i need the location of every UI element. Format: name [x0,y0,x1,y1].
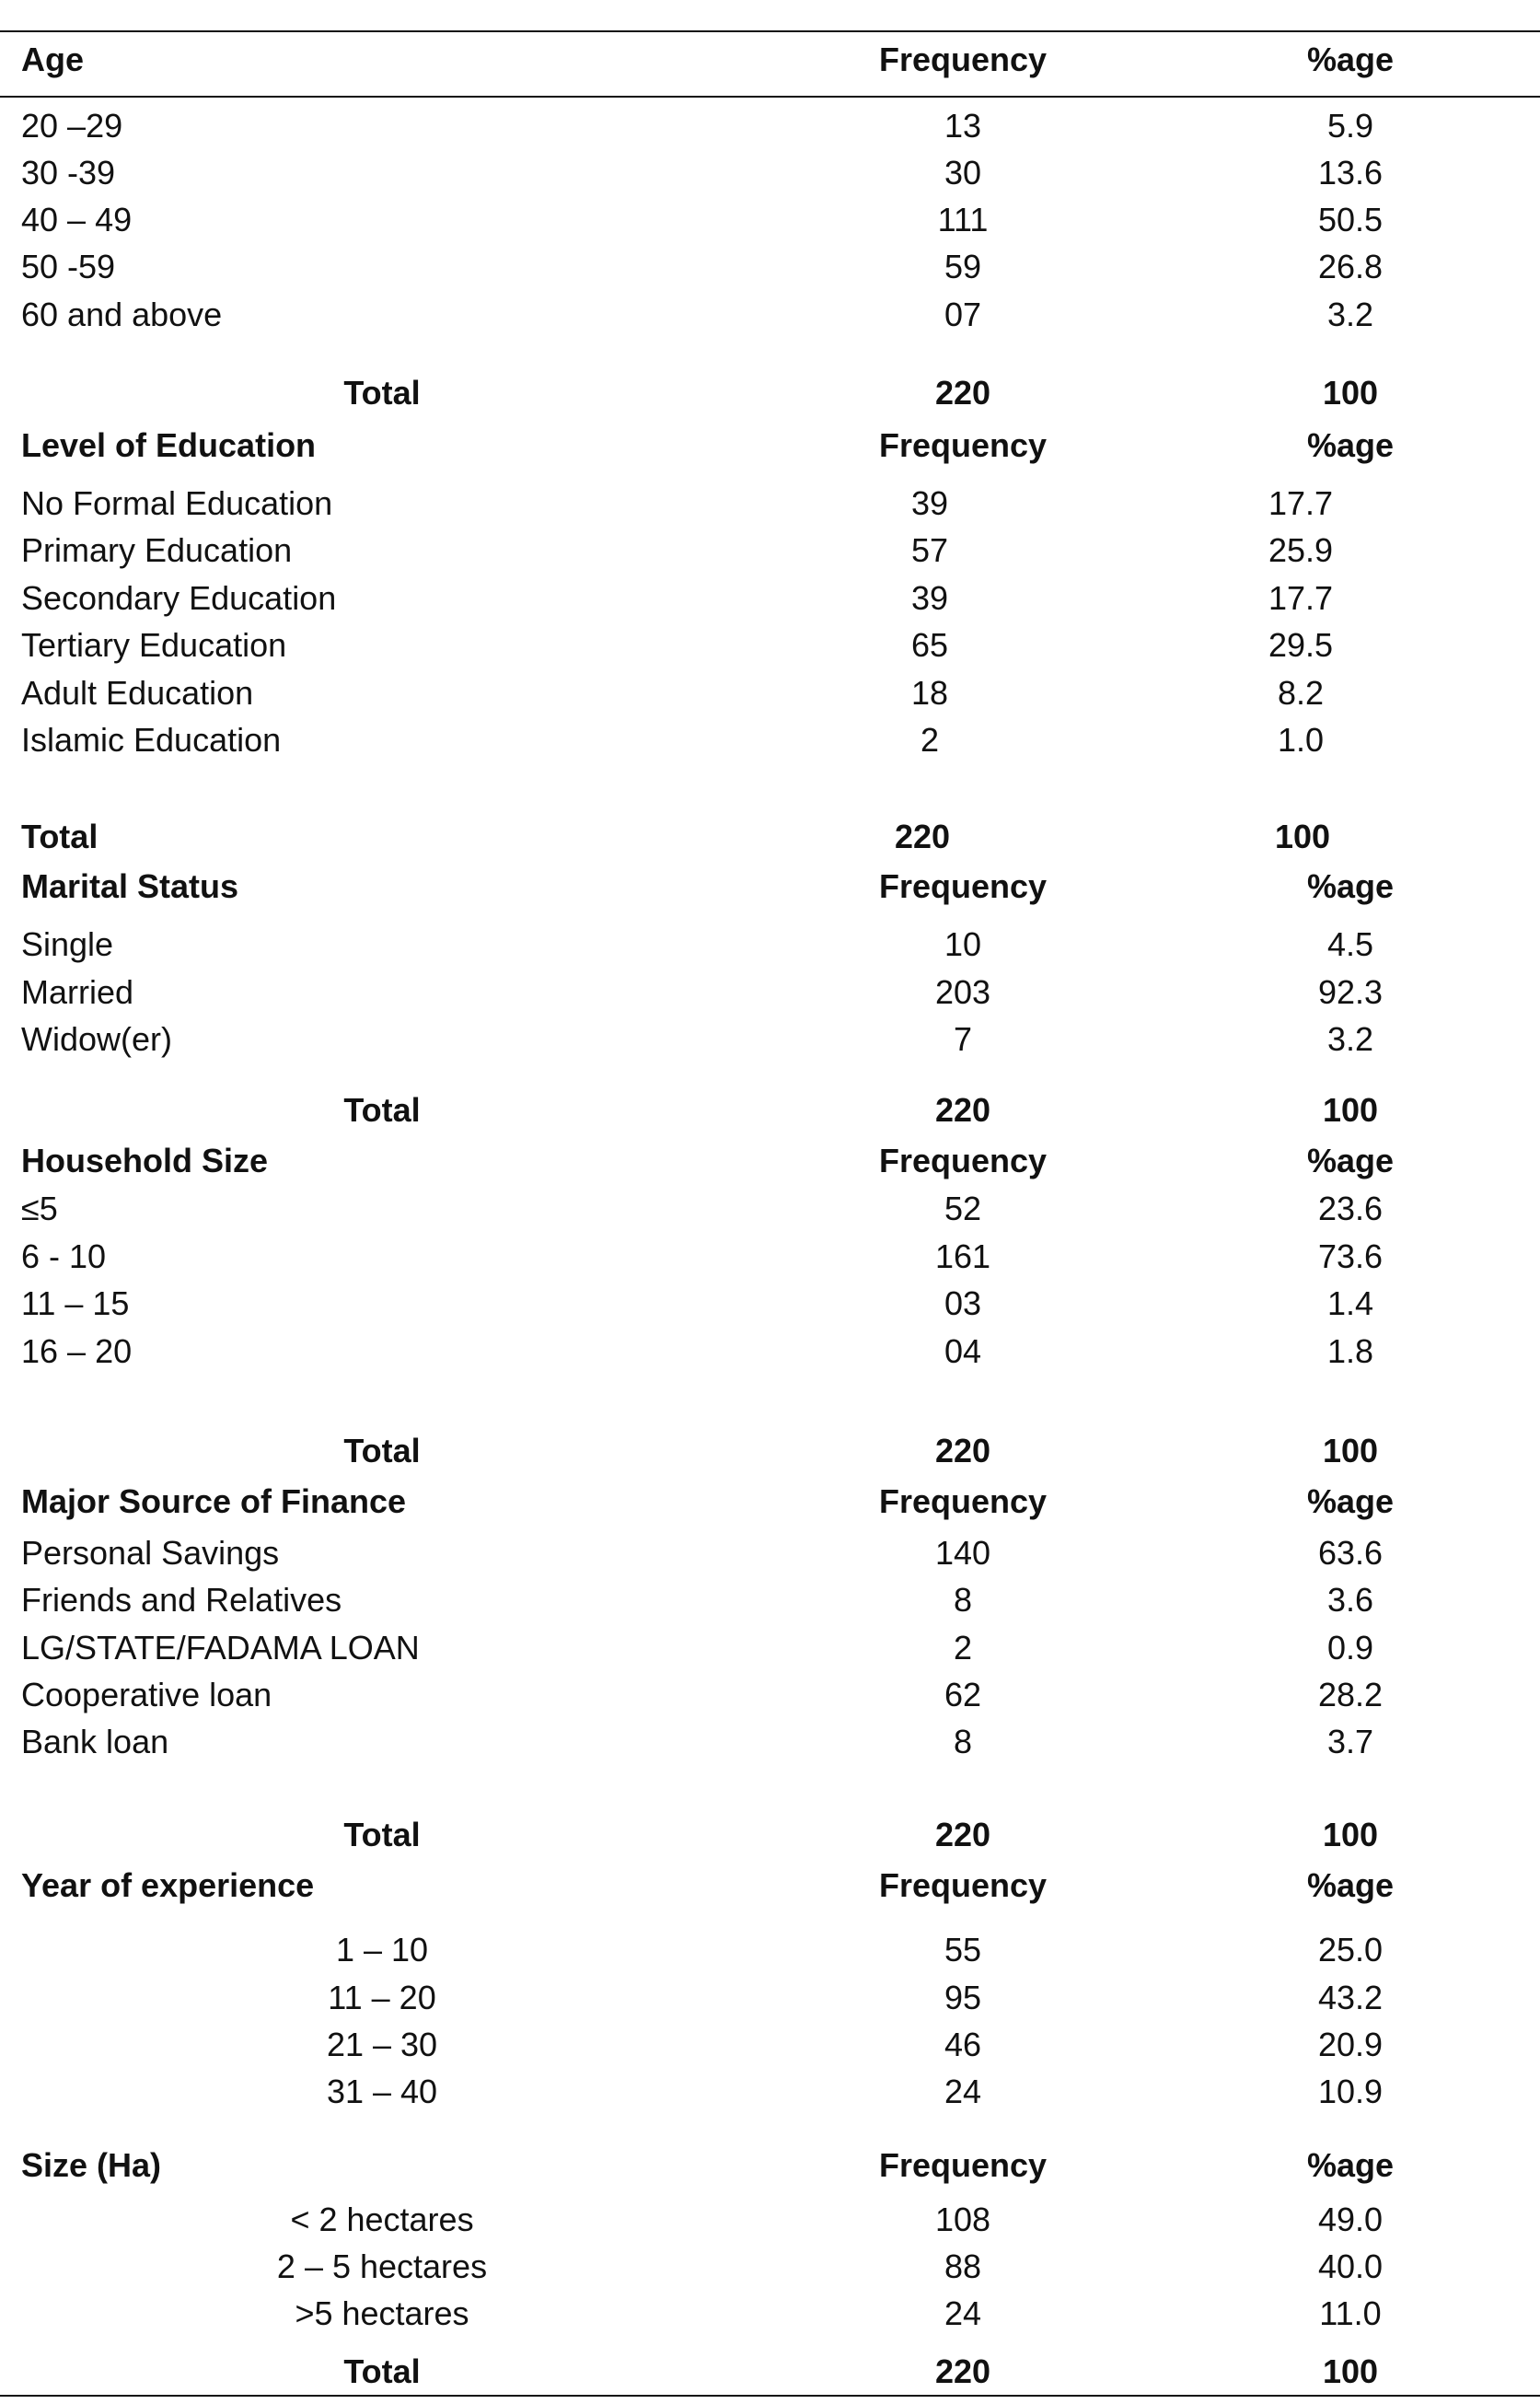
row-percentage: 3.6 [1326,1581,1374,1619]
total-percentage: 100 [1322,2352,1379,2390]
row-label: Widow(er) [21,1020,173,1058]
row-label: Friends and Relatives [21,1581,342,1619]
table-row [0,1719,1540,1765]
row-frequency: 8 [953,1723,973,1760]
row-percentage: 29.5 [1268,626,1334,664]
row-percentage: 3.2 [1326,1020,1374,1058]
row-percentage: 1.0 [1277,721,1325,759]
top-rule [0,30,1540,32]
bottom-rule [0,2395,1540,2397]
row-percentage: 26.8 [1317,248,1384,285]
row-frequency: 7 [953,1020,973,1058]
table-row [0,1672,1540,1718]
row-percentage: 40.0 [1317,2247,1384,2285]
total-frequency: 220 [894,818,951,855]
row-label: 1 – 10 [335,1931,429,1968]
frequency-header: Frequency [878,426,1048,464]
row-label: ≤5 [21,1190,58,1227]
finance-total-row [0,1812,1540,1858]
table-row [0,622,1540,668]
table-row [0,2069,1540,2115]
table-row [0,1577,1540,1623]
row-label: Cooperative loan [21,1676,272,1713]
percentage-header: %age [1306,41,1395,78]
row-frequency: 203 [934,973,991,1011]
row-label: Personal Savings [21,1534,280,1572]
experience-title: Year of experience [21,1866,315,1904]
frequency-header: Frequency [878,867,1048,905]
row-label: Adult Education [21,674,254,712]
table-row [0,1927,1540,1973]
marital-total-row [0,1087,1540,1133]
row-frequency: 52 [944,1190,982,1227]
row-label: Islamic Education [21,721,282,759]
frequency-header: Frequency [878,2146,1048,2184]
row-frequency: 2 [920,721,940,759]
table-row [0,575,1540,621]
frequency-header: Frequency [878,1142,1048,1179]
percentage-header: %age [1306,426,1395,464]
table-row [0,1329,1540,1375]
row-label: 30 -39 [21,154,116,192]
header-rule [0,96,1540,98]
table-row [0,1975,1540,2021]
percentage-header: %age [1306,1142,1395,1179]
row-frequency: 8 [953,1581,973,1619]
row-frequency: 59 [944,248,982,285]
experience-header-row [0,1863,1540,1909]
row-frequency: 10 [944,925,982,963]
row-percentage: 3.7 [1326,1723,1374,1760]
total-label: Total [21,818,98,855]
table-row [0,2022,1540,2068]
total-percentage: 100 [1322,1816,1379,1853]
row-label: 2 – 5 hectares [276,2247,488,2285]
row-percentage: 25.9 [1268,531,1334,569]
table-row [0,922,1540,968]
household-total-row [0,1428,1540,1474]
row-percentage: 25.0 [1317,1931,1384,1968]
row-frequency: 13 [944,107,982,145]
frequency-header: Frequency [878,1482,1048,1520]
row-label: No Formal Education [21,484,333,522]
row-label: Secondary Education [21,579,337,617]
age-total-row [0,370,1540,416]
total-label: Total [343,1091,421,1129]
table-row [0,292,1540,338]
row-frequency: 24 [944,2073,982,2110]
table-row [0,197,1540,243]
row-label: >5 hectares [295,2294,469,2332]
total-frequency: 220 [934,1091,991,1129]
table-row [0,1281,1540,1327]
total-frequency: 220 [934,1432,991,1469]
table-row [0,1625,1540,1671]
total-percentage: 100 [1274,818,1331,855]
table-row [0,528,1540,574]
finance-title: Major Source of Finance [21,1482,407,1520]
row-frequency: 62 [944,1676,982,1713]
row-percentage: 50.5 [1317,201,1384,238]
row-percentage: 43.2 [1317,1979,1384,2016]
finance-header-row [0,1479,1540,1525]
marital-header-row [0,864,1540,910]
row-percentage: 0.9 [1326,1629,1374,1667]
total-frequency: 220 [934,2352,991,2390]
table-row [0,2244,1540,2290]
row-label: 60 and above [21,296,223,333]
row-label: Primary Education [21,531,293,569]
education-header-row [0,423,1540,469]
row-label: 6 - 10 [21,1237,107,1275]
table-row [0,717,1540,763]
row-label: Single [21,925,114,963]
total-percentage: 100 [1322,1432,1379,1469]
row-label: Married [21,973,134,1011]
table-row [0,2197,1540,2243]
row-label: 50 -59 [21,248,116,285]
row-percentage: 63.6 [1317,1534,1384,1572]
row-percentage: 92.3 [1317,973,1384,1011]
row-percentage: 1.8 [1326,1332,1374,1370]
row-frequency: 95 [944,1979,982,2016]
row-frequency: 18 [910,674,949,712]
row-frequency: 111 [937,201,989,238]
frequency-header: Frequency [878,41,1048,78]
total-percentage: 100 [1322,1091,1379,1129]
table-row [0,103,1540,149]
row-label: 11 – 15 [21,1284,130,1322]
row-frequency: 39 [910,484,949,522]
row-frequency: 24 [944,2294,982,2332]
row-label: LG/STATE/FADAMA LOAN [21,1629,420,1667]
age-header-row [0,37,1540,83]
education-total-row [0,814,1540,860]
table-row [0,244,1540,290]
row-percentage: 73.6 [1317,1237,1384,1275]
row-label: Bank loan [21,1723,169,1760]
total-label: Total [343,2352,421,2390]
row-frequency: 04 [944,1332,982,1370]
household-header-row [0,1138,1540,1184]
row-frequency: 57 [910,531,949,569]
row-label: 16 – 20 [21,1332,133,1370]
row-label: 31 – 40 [326,2073,438,2110]
percentage-header: %age [1306,1482,1395,1520]
row-frequency: 46 [944,2026,982,2063]
row-label: 11 – 20 [328,1979,436,2016]
table-row [0,2291,1540,2337]
row-percentage: 11.0 [1319,2294,1382,2332]
row-frequency: 30 [944,154,982,192]
table-row [0,1186,1540,1232]
size-total-row [0,2349,1540,2395]
row-frequency: 65 [910,626,949,664]
table-row [0,1234,1540,1280]
row-percentage: 13.6 [1317,154,1384,192]
row-percentage: 5.9 [1326,107,1374,145]
row-frequency: 108 [934,2201,991,2238]
row-frequency: 161 [934,1237,991,1275]
row-frequency: 88 [944,2247,982,2285]
total-percentage: 100 [1322,374,1379,412]
row-percentage: 17.7 [1268,484,1334,522]
row-percentage: 10.9 [1317,2073,1384,2110]
size-title: Size (Ha) [21,2146,162,2184]
marital-title: Marital Status [21,867,239,905]
education-title: Level of Education [21,426,317,464]
size-header-row [0,2143,1540,2189]
row-percentage: 49.0 [1317,2201,1384,2238]
age-title: Age [21,41,85,78]
total-frequency: 220 [934,374,991,412]
row-percentage: 28.2 [1317,1676,1384,1713]
row-frequency: 55 [944,1931,982,1968]
total-label: Total [343,374,421,412]
table-row [0,970,1540,1016]
percentage-header: %age [1306,1866,1395,1904]
row-label: Tertiary Education [21,626,287,664]
table-row [0,150,1540,196]
percentage-header: %age [1306,867,1395,905]
row-frequency: 03 [944,1284,982,1322]
frequency-header: Frequency [878,1866,1048,1904]
table-row [0,670,1540,716]
total-frequency: 220 [934,1816,991,1853]
row-percentage: 4.5 [1326,925,1374,963]
row-frequency: 39 [910,579,949,617]
row-frequency: 140 [934,1534,991,1572]
row-label: 20 –29 [21,107,123,145]
table-row [0,1530,1540,1576]
row-label: < 2 hectares [290,2201,474,2238]
row-label: 40 – 49 [21,201,133,238]
table-row [0,1016,1540,1063]
row-percentage: 8.2 [1277,674,1325,712]
row-frequency: 2 [953,1629,973,1667]
table-row [0,481,1540,527]
row-percentage: 3.2 [1326,296,1374,333]
row-percentage: 20.9 [1317,2026,1384,2063]
row-percentage: 23.6 [1317,1190,1384,1227]
percentage-header: %age [1306,2146,1395,2184]
total-label: Total [343,1432,421,1469]
row-percentage: 1.4 [1326,1284,1374,1322]
row-frequency: 07 [944,296,982,333]
total-label: Total [343,1816,421,1853]
row-percentage: 17.7 [1268,579,1334,617]
row-label: 21 – 30 [326,2026,438,2063]
household-title: Household Size [21,1142,269,1179]
